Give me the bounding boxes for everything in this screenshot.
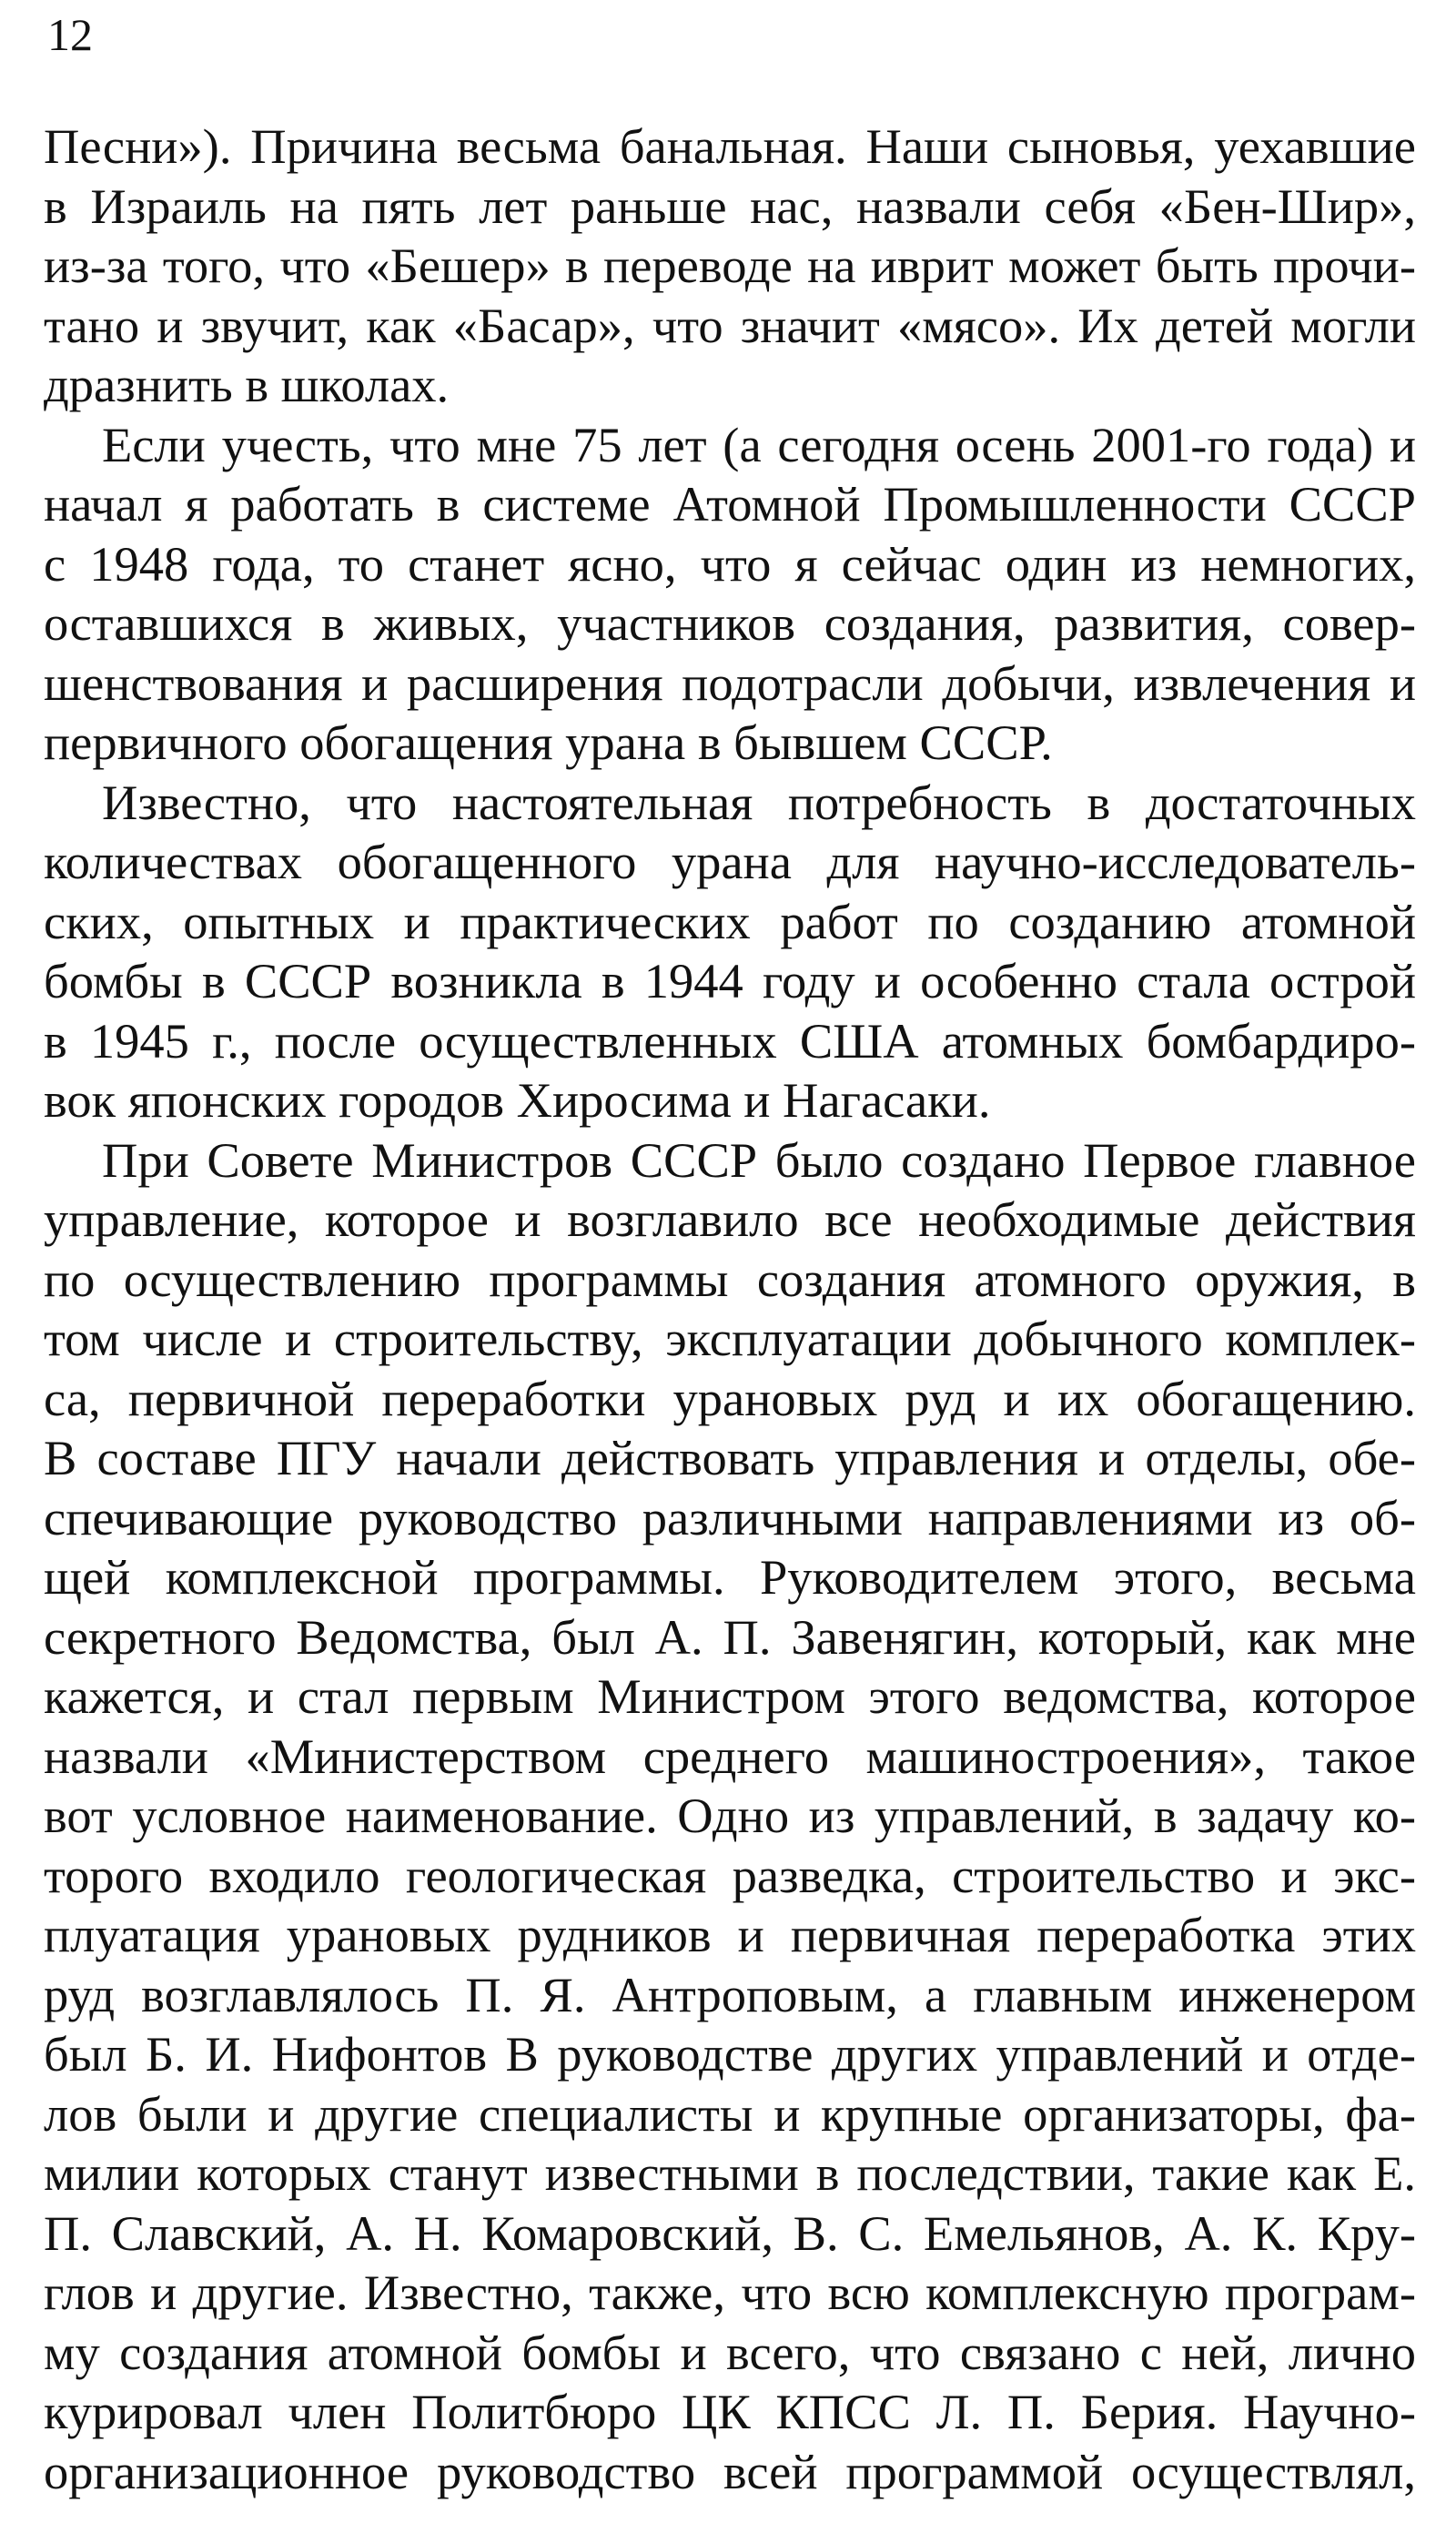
text-line: управление, которое и возглавило все необходимые действия <box>44 1191 1416 1247</box>
text-line: количествах обогащенного урана для научно-исследователь- <box>44 834 1416 889</box>
text-line: бомбы в СССР возникла в 1944 году и особенно стала острой <box>44 953 1416 1008</box>
text-line: При Совете Министров СССР было создано Первое главное <box>102 1131 1416 1188</box>
text-line: первичного обогащения урана в бывшем СССР. <box>44 714 1053 770</box>
paragraph-2 <box>44 415 1416 773</box>
text-line: по осуществлению программы создания атомного оружия, в <box>44 1251 1416 1307</box>
text-line: из-за того, что «Бешер» в переводе на иврит может быть прочи- <box>44 238 1416 293</box>
text-line: щей комплексной программы. Руководителем этого, весьма <box>44 1549 1416 1605</box>
text-line: дразнить в школах. <box>44 357 450 412</box>
text-line: спечивающие руководство различными направлениями из об- <box>44 1489 1416 1545</box>
text-line: назвали «Министерством среднего машиностроения», такое <box>44 1728 1416 1784</box>
text-line: оставшихся в живых, участников создания, развития, совер- <box>44 595 1416 651</box>
text-line: в 1945 г., после осуществленных США атомных бомбардиро- <box>44 1012 1416 1069</box>
text-line: торого входило геологическая разведка, строительство и экс- <box>44 1847 1416 1903</box>
paragraph-3 <box>44 773 1416 1130</box>
text-line: секретного Ведомства, был А. П. Завенягин, который, как мне <box>44 1608 1416 1665</box>
text-line: ских, опытных и практических работ по созданию атомной <box>44 893 1416 949</box>
text-line: милии которых станут известными в последствии, такие как Е. <box>44 2145 1416 2201</box>
text-line: с 1948 года, то станет ясно, что я сейчас один из немногих, <box>44 535 1416 592</box>
text-line: Песни»). Причина весьма банальная. Наши сыновья, уехавшие <box>44 118 1416 174</box>
text-line: организационное руководство всей программой осуществлял, <box>44 2443 1416 2499</box>
text-line: лов были и другие специалисты и крупные организаторы, фа- <box>44 2085 1416 2142</box>
paragraph-4 <box>44 1130 1416 2502</box>
text-line: курировал член Политбюро ЦК КПСС Л. П. Берия. Научно- <box>44 2384 1416 2439</box>
text-line: был Б. И. Нифонтов В руководстве других управлений и отде- <box>44 2026 1416 2082</box>
paragraph-1 <box>44 117 1416 415</box>
text-line: вок японских городов Хиросима и Нагасаки. <box>44 1072 991 1128</box>
text-line: начал я работать в системе Атомной Промышленности СССР <box>44 476 1416 532</box>
text-line: Известно, что настоятельная потребность в достаточных <box>102 774 1416 830</box>
text-line: шенствования и расширения подотрасли добычи, извлечения и <box>44 654 1416 711</box>
page-number: 12 <box>47 9 93 60</box>
text-line: тано и звучит, как «Басар», что значит «мясо». Их детей могли <box>44 297 1416 353</box>
text-line: В составе ПГУ начали действовать управления и отделы, обе- <box>44 1430 1416 1485</box>
text-line: му создания атомной бомбы и всего, что связано с ней, лично <box>44 2324 1416 2380</box>
text-line: руд возглавлялось П. Я. Антроповым, а главным инженером <box>44 1966 1416 2022</box>
text-line: са, первичной переработки урановых руд и их обогащению. <box>44 1370 1416 1426</box>
text-line: вот условное наименование. Одно из управлений, в задачу ко- <box>44 1788 1416 1843</box>
text-line: Если учесть, что мне 75 лет (а сегодня осень 2001-го года) и <box>102 416 1416 472</box>
body-text <box>44 117 1416 2501</box>
text-line: кажется, и стал первым Министром этого ведомства, которое <box>44 1668 1416 1724</box>
text-line: том числе и строительству, эксплуатации добычного комплек- <box>44 1311 1416 1366</box>
text-line: П. Славский, А. Н. Комаровский, В. С. Емельянов, А. К. Кру- <box>44 2204 1416 2261</box>
text-line: в Израиль на пять лет раньше нас, назвали себя «Бен-Шир», <box>44 177 1416 234</box>
text-line: глов и другие. Известно, также, что всю комплексную програм- <box>44 2265 1416 2320</box>
text-line: плуатация урановых рудников и первичная переработка этих <box>44 1907 1416 1962</box>
